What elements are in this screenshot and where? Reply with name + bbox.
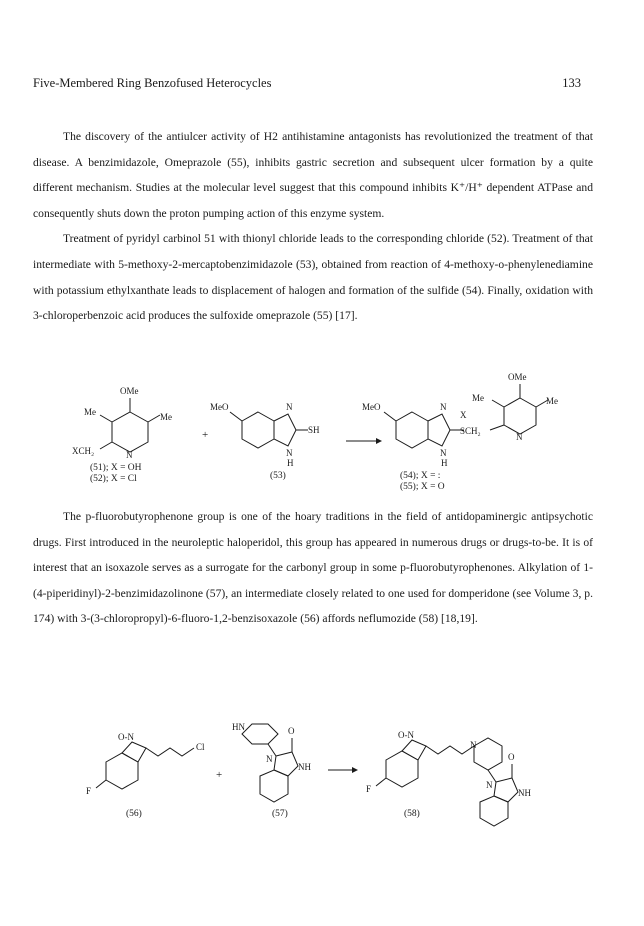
sch2-label: SCH₂	[460, 426, 481, 436]
compound-56-label: (56)	[126, 809, 142, 819]
h-label: H	[287, 458, 294, 468]
n-label: N	[486, 780, 493, 790]
body-text-upper	[33, 124, 593, 329]
me-label: Me	[84, 407, 96, 417]
ome-label: OMe	[508, 372, 527, 382]
plus-sign: +	[216, 769, 223, 781]
compound-58-label: (58)	[404, 809, 420, 819]
f-label: F	[86, 786, 92, 796]
o-n-label: O-N	[118, 732, 134, 742]
benzimidazolinone-structure-57	[232, 722, 311, 802]
hn-label: HN	[232, 722, 245, 732]
body-text-lower	[33, 504, 593, 632]
o-label: O	[508, 752, 515, 762]
nh-label: NH	[518, 788, 531, 798]
n-label: N	[440, 402, 447, 412]
plus-sign: +	[202, 429, 209, 441]
h-label: H	[441, 458, 448, 468]
omeprazole-structure-54-55	[362, 372, 558, 468]
nh-label: NH	[298, 762, 311, 772]
me-label: Me	[546, 396, 558, 406]
xch2-label: XCH₂	[72, 446, 95, 456]
paragraph-neflumozide: The p-fluorobutyrophenone group is one of the hoary traditions in the field of antidopaminergic antipsychotic drugs. First introduced in the neuroleptic haloperidol, this group has appeared in numerous drugs or drugs-to-be. It is of interest that an isoxazole serves as a surrogate for the carbonyl group in some p-fluorobutyrophenones. Alkylation of 1-(4-piperidinyl)-2-benzimidazolinone (57), an intermediate closely related to one used for domperidone (see Volume 3, p. 174) with 3-(3-chloropropyl)-6-fluoro-1,2-benzisoxazole (56) affords neflumozide (58) [18,19].	[33, 510, 593, 626]
n-label: N	[516, 432, 523, 442]
compound-55-label: (55); X = O	[400, 482, 445, 492]
meo-label: MeO	[210, 402, 229, 412]
running-header	[33, 76, 611, 92]
n-label: N	[266, 754, 273, 764]
benzimidazole-structure-53	[210, 402, 320, 468]
compound-57-label: (57)	[272, 809, 288, 819]
n-label: N	[286, 402, 293, 412]
sh-label: SH	[308, 425, 320, 435]
arrowhead	[352, 767, 358, 773]
running-title: Five-Membered Ring Benzofused Heterocycles	[33, 76, 272, 90]
me-label: Me	[472, 393, 484, 403]
ome-label: OMe	[120, 386, 139, 396]
n-label: N	[470, 740, 477, 750]
neflumozide-structure-58	[366, 730, 531, 826]
scheme-neflumozide-synthesis	[84, 718, 544, 838]
f-label: F	[366, 784, 372, 794]
o-label: O	[288, 726, 295, 736]
me-label: Me	[160, 412, 172, 422]
arrowhead	[376, 438, 382, 444]
n-label: N	[440, 448, 447, 458]
cl-label: Cl	[196, 742, 205, 752]
compound-54-label: (54); X = :	[400, 471, 441, 481]
n-label: N	[126, 450, 133, 460]
x-label: X	[460, 410, 467, 420]
benzisoxazole-structure-56	[86, 732, 205, 796]
pyridine-structure-51	[72, 386, 172, 460]
scheme-omeprazole-synthesis	[60, 368, 600, 498]
meo-label: MeO	[362, 402, 381, 412]
n-label: N	[286, 448, 293, 458]
o-n-label: O-N	[398, 730, 414, 740]
compound-52-label: (52); X = Cl	[90, 474, 137, 484]
paragraph-omeprazole-synthesis: Treatment of pyridyl carbinol 51 with thionyl chloride leads to the corresponding chloride (52). Treatment of that intermediate with 5-methoxy-2-mercaptobenzimidazole (53), obtained from reaction of 4-methoxy-o-phenylenediamine with potassium ethylxanthate leads to displacement of halogen and formation of the sulfide (54). Finally, oxidation with 3-chloroperbenzoic acid produces the sulfoxide omeprazole (55) [17].	[33, 232, 593, 323]
compound-51-label: (51); X = OH	[90, 463, 142, 473]
paragraph-omeprazole-intro: The discovery of the antiulcer activity of H2 antihistamine antagonists has revolutionized the treatment of that disease. A benzimidazole, Omeprazole (55), inhibits gastric secretion and subsequent ulcer formation by a quite different mechanism. Studies at the molecular level suggest that this compound inhibits K⁺/H⁺ dependent ATPase and consequently shuts down the proton pumping action of this enzyme system.	[33, 130, 593, 220]
page-number: 133	[562, 76, 581, 90]
compound-53-label: (53)	[270, 471, 286, 481]
